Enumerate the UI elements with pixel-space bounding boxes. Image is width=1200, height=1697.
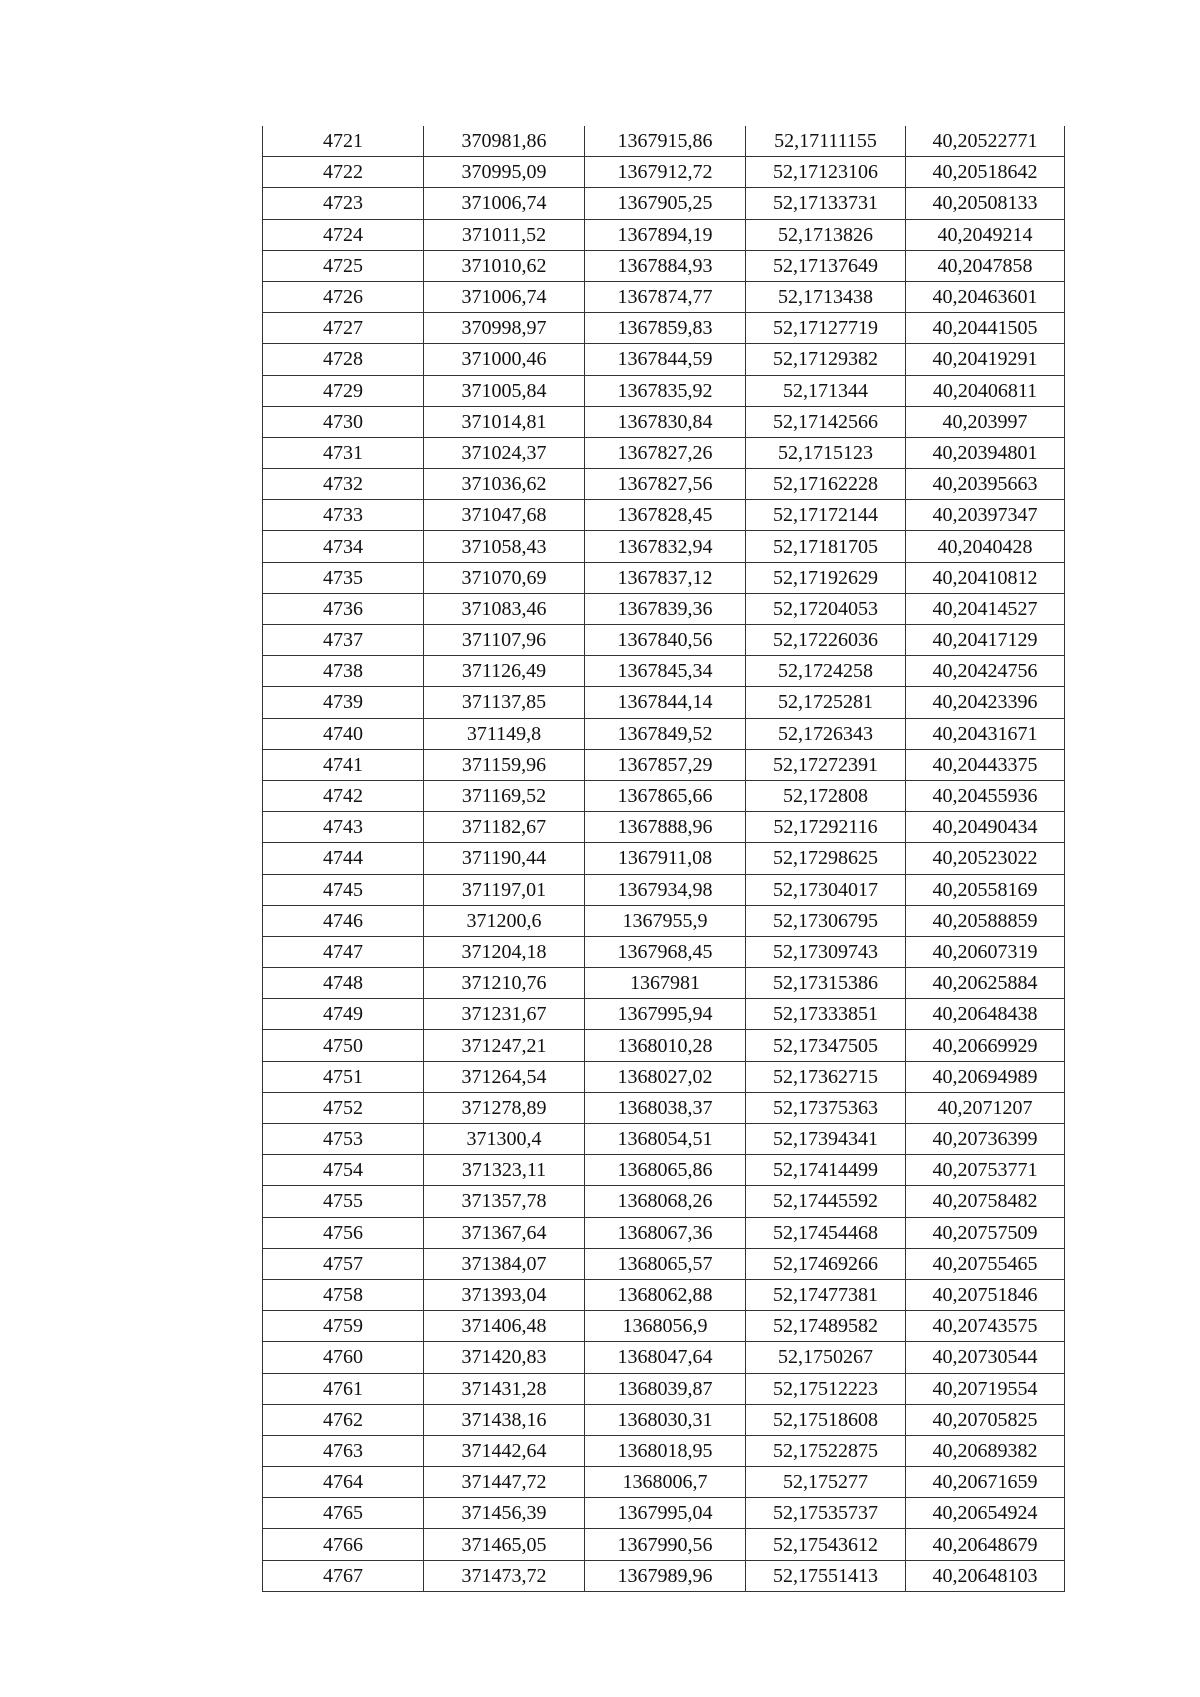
- point-number-cell: 4742: [263, 780, 424, 811]
- point-number-cell: 4723: [263, 188, 424, 219]
- y-coordinate-cell: 1367915,86: [585, 126, 746, 157]
- x-coordinate-cell: 371357,78: [424, 1186, 585, 1217]
- table-row: [263, 126, 1065, 157]
- x-coordinate-cell: 371137,85: [424, 687, 585, 718]
- table-row: [263, 968, 1065, 999]
- latitude-cell: 52,17315386: [746, 968, 906, 999]
- latitude-cell: 52,17111155: [746, 126, 906, 157]
- table-row: [263, 1092, 1065, 1123]
- longitude-cell: 40,20757509: [906, 1217, 1065, 1248]
- point-number-cell: 4731: [263, 437, 424, 468]
- table-row: [263, 531, 1065, 562]
- x-coordinate-cell: 371406,48: [424, 1311, 585, 1342]
- latitude-cell: 52,17375363: [746, 1092, 906, 1123]
- latitude-cell: 52,17543612: [746, 1529, 906, 1560]
- x-coordinate-cell: 371006,74: [424, 281, 585, 312]
- y-coordinate-cell: 1368027,02: [585, 1061, 746, 1092]
- point-number-cell: 4763: [263, 1435, 424, 1466]
- table-row: [263, 250, 1065, 281]
- x-coordinate-cell: 371200,6: [424, 905, 585, 936]
- table-row: [263, 375, 1065, 406]
- x-coordinate-cell: 370998,97: [424, 313, 585, 344]
- table-row: [263, 905, 1065, 936]
- point-number-cell: 4754: [263, 1155, 424, 1186]
- latitude-cell: 52,17192629: [746, 562, 906, 593]
- y-coordinate-cell: 1367827,26: [585, 437, 746, 468]
- table-row: [263, 313, 1065, 344]
- table-row: [263, 1373, 1065, 1404]
- point-number-cell: 4728: [263, 344, 424, 375]
- table-row: [263, 469, 1065, 500]
- latitude-cell: 52,175277: [746, 1467, 906, 1498]
- point-number-cell: 4755: [263, 1186, 424, 1217]
- point-number-cell: 4726: [263, 281, 424, 312]
- point-number-cell: 4732: [263, 469, 424, 500]
- y-coordinate-cell: 1368068,26: [585, 1186, 746, 1217]
- y-coordinate-cell: 1367995,94: [585, 999, 746, 1030]
- longitude-cell: 40,20455936: [906, 780, 1065, 811]
- latitude-cell: 52,17551413: [746, 1560, 906, 1591]
- x-coordinate-cell: 371393,04: [424, 1279, 585, 1310]
- y-coordinate-cell: 1368047,64: [585, 1342, 746, 1373]
- longitude-cell: 40,20441505: [906, 313, 1065, 344]
- table-row: [263, 687, 1065, 718]
- longitude-cell: 40,20394801: [906, 437, 1065, 468]
- table-row: [263, 625, 1065, 656]
- longitude-cell: 40,20736399: [906, 1124, 1065, 1155]
- y-coordinate-cell: 1367995,04: [585, 1498, 746, 1529]
- point-number-cell: 4761: [263, 1373, 424, 1404]
- point-number-cell: 4766: [263, 1529, 424, 1560]
- latitude-cell: 52,17298625: [746, 843, 906, 874]
- latitude-cell: 52,17181705: [746, 531, 906, 562]
- table-row: [263, 656, 1065, 687]
- longitude-cell: 40,20443375: [906, 749, 1065, 780]
- point-number-cell: 4745: [263, 874, 424, 905]
- latitude-cell: 52,17129382: [746, 344, 906, 375]
- latitude-cell: 52,17535737: [746, 1498, 906, 1529]
- x-coordinate-cell: 371210,76: [424, 968, 585, 999]
- point-number-cell: 4756: [263, 1217, 424, 1248]
- table-row: [263, 1435, 1065, 1466]
- table-row: [263, 780, 1065, 811]
- latitude-cell: 52,17518608: [746, 1404, 906, 1435]
- latitude-cell: 52,17172144: [746, 500, 906, 531]
- table-row: [263, 1030, 1065, 1061]
- point-number-cell: 4733: [263, 500, 424, 531]
- longitude-cell: 40,20671659: [906, 1467, 1065, 1498]
- table-row: [263, 1311, 1065, 1342]
- y-coordinate-cell: 1367989,96: [585, 1560, 746, 1591]
- point-number-cell: 4749: [263, 999, 424, 1030]
- y-coordinate-cell: 1367865,66: [585, 780, 746, 811]
- point-number-cell: 4741: [263, 749, 424, 780]
- x-coordinate-cell: 371107,96: [424, 625, 585, 656]
- y-coordinate-cell: 1367828,45: [585, 500, 746, 531]
- y-coordinate-cell: 1367839,36: [585, 593, 746, 624]
- longitude-cell: 40,20490434: [906, 812, 1065, 843]
- x-coordinate-cell: 371420,83: [424, 1342, 585, 1373]
- longitude-cell: 40,20424756: [906, 656, 1065, 687]
- table-row: [263, 1248, 1065, 1279]
- longitude-cell: 40,20522771: [906, 126, 1065, 157]
- latitude-cell: 52,17477381: [746, 1279, 906, 1310]
- x-coordinate-cell: 371367,64: [424, 1217, 585, 1248]
- point-number-cell: 4724: [263, 219, 424, 250]
- point-number-cell: 4725: [263, 250, 424, 281]
- point-number-cell: 4753: [263, 1124, 424, 1155]
- point-number-cell: 4729: [263, 375, 424, 406]
- table-row: [263, 500, 1065, 531]
- y-coordinate-cell: 1367849,52: [585, 718, 746, 749]
- x-coordinate-cell: 371014,81: [424, 406, 585, 437]
- x-coordinate-cell: 371231,67: [424, 999, 585, 1030]
- longitude-cell: 40,20694989: [906, 1061, 1065, 1092]
- latitude-cell: 52,17489582: [746, 1311, 906, 1342]
- x-coordinate-cell: 371058,43: [424, 531, 585, 562]
- point-number-cell: 4758: [263, 1279, 424, 1310]
- table-row: [263, 936, 1065, 967]
- latitude-cell: 52,17306795: [746, 905, 906, 936]
- table-row: [263, 1061, 1065, 1092]
- point-number-cell: 4750: [263, 1030, 424, 1061]
- table-row: [263, 157, 1065, 188]
- x-coordinate-cell: 371323,11: [424, 1155, 585, 1186]
- x-coordinate-cell: 370995,09: [424, 157, 585, 188]
- point-number-cell: 4722: [263, 157, 424, 188]
- table-row: [263, 1279, 1065, 1310]
- latitude-cell: 52,17469266: [746, 1248, 906, 1279]
- x-coordinate-cell: 371010,62: [424, 250, 585, 281]
- table-row: [263, 999, 1065, 1030]
- latitude-cell: 52,17333851: [746, 999, 906, 1030]
- x-coordinate-cell: 371182,67: [424, 812, 585, 843]
- y-coordinate-cell: 1367981: [585, 968, 746, 999]
- longitude-cell: 40,20689382: [906, 1435, 1065, 1466]
- latitude-cell: 52,171344: [746, 375, 906, 406]
- x-coordinate-cell: 371442,64: [424, 1435, 585, 1466]
- point-number-cell: 4743: [263, 812, 424, 843]
- longitude-cell: 40,20607319: [906, 936, 1065, 967]
- x-coordinate-cell: 371190,44: [424, 843, 585, 874]
- table-row: [263, 188, 1065, 219]
- table-row: [263, 1342, 1065, 1373]
- latitude-cell: 52,17162228: [746, 469, 906, 500]
- x-coordinate-cell: 371006,74: [424, 188, 585, 219]
- table-row: [263, 1404, 1065, 1435]
- y-coordinate-cell: 1367837,12: [585, 562, 746, 593]
- longitude-cell: 40,20648438: [906, 999, 1065, 1030]
- y-coordinate-cell: 1367990,56: [585, 1529, 746, 1560]
- table-row: [263, 281, 1065, 312]
- latitude-cell: 52,17414499: [746, 1155, 906, 1186]
- x-coordinate-cell: 371384,07: [424, 1248, 585, 1279]
- point-number-cell: 4759: [263, 1311, 424, 1342]
- x-coordinate-cell: 371264,54: [424, 1061, 585, 1092]
- longitude-cell: 40,20743575: [906, 1311, 1065, 1342]
- x-coordinate-cell: 371197,01: [424, 874, 585, 905]
- table-row: [263, 749, 1065, 780]
- point-number-cell: 4739: [263, 687, 424, 718]
- y-coordinate-cell: 1368010,28: [585, 1030, 746, 1061]
- x-coordinate-cell: 371465,05: [424, 1529, 585, 1560]
- longitude-cell: 40,20523022: [906, 843, 1065, 874]
- y-coordinate-cell: 1368062,88: [585, 1279, 746, 1310]
- y-coordinate-cell: 1368018,95: [585, 1435, 746, 1466]
- point-number-cell: 4765: [263, 1498, 424, 1529]
- point-number-cell: 4764: [263, 1467, 424, 1498]
- point-number-cell: 4738: [263, 656, 424, 687]
- y-coordinate-cell: 1367894,19: [585, 219, 746, 250]
- x-coordinate-cell: 371447,72: [424, 1467, 585, 1498]
- latitude-cell: 52,17512223: [746, 1373, 906, 1404]
- y-coordinate-cell: 1367884,93: [585, 250, 746, 281]
- y-coordinate-cell: 1367845,34: [585, 656, 746, 687]
- y-coordinate-cell: 1367912,72: [585, 157, 746, 188]
- longitude-cell: 40,2049214: [906, 219, 1065, 250]
- table-row: [263, 1498, 1065, 1529]
- table-row: [263, 1560, 1065, 1591]
- longitude-cell: 40,20669929: [906, 1030, 1065, 1061]
- point-number-cell: 4751: [263, 1061, 424, 1092]
- y-coordinate-cell: 1367830,84: [585, 406, 746, 437]
- x-coordinate-cell: 371126,49: [424, 656, 585, 687]
- x-coordinate-cell: 371000,46: [424, 344, 585, 375]
- table-row: [263, 1186, 1065, 1217]
- latitude-cell: 52,17133731: [746, 188, 906, 219]
- x-coordinate-cell: 371047,68: [424, 500, 585, 531]
- point-number-cell: 4748: [263, 968, 424, 999]
- table-row: [263, 406, 1065, 437]
- y-coordinate-cell: 1368038,37: [585, 1092, 746, 1123]
- longitude-cell: 40,20648103: [906, 1560, 1065, 1591]
- latitude-cell: 52,172808: [746, 780, 906, 811]
- y-coordinate-cell: 1368065,86: [585, 1155, 746, 1186]
- point-number-cell: 4736: [263, 593, 424, 624]
- point-number-cell: 4747: [263, 936, 424, 967]
- latitude-cell: 52,1713826: [746, 219, 906, 250]
- latitude-cell: 52,17394341: [746, 1124, 906, 1155]
- longitude-cell: 40,2071207: [906, 1092, 1065, 1123]
- y-coordinate-cell: 1367832,94: [585, 531, 746, 562]
- longitude-cell: 40,20423396: [906, 687, 1065, 718]
- table-row: [263, 593, 1065, 624]
- x-coordinate-cell: 371083,46: [424, 593, 585, 624]
- longitude-cell: 40,20518642: [906, 157, 1065, 188]
- latitude-cell: 52,17292116: [746, 812, 906, 843]
- latitude-cell: 52,1724258: [746, 656, 906, 687]
- y-coordinate-cell: 1368065,57: [585, 1248, 746, 1279]
- y-coordinate-cell: 1367888,96: [585, 812, 746, 843]
- y-coordinate-cell: 1367955,9: [585, 905, 746, 936]
- y-coordinate-cell: 1367874,77: [585, 281, 746, 312]
- table-row: [263, 718, 1065, 749]
- table-row: [263, 1155, 1065, 1186]
- latitude-cell: 52,1713438: [746, 281, 906, 312]
- x-coordinate-cell: 371247,21: [424, 1030, 585, 1061]
- longitude-cell: 40,20558169: [906, 874, 1065, 905]
- y-coordinate-cell: 1368006,7: [585, 1467, 746, 1498]
- longitude-cell: 40,2047858: [906, 250, 1065, 281]
- y-coordinate-cell: 1367911,08: [585, 843, 746, 874]
- point-number-cell: 4730: [263, 406, 424, 437]
- longitude-cell: 40,20730544: [906, 1342, 1065, 1373]
- longitude-cell: 40,20625884: [906, 968, 1065, 999]
- y-coordinate-cell: 1367844,14: [585, 687, 746, 718]
- latitude-cell: 52,17123106: [746, 157, 906, 188]
- y-coordinate-cell: 1367827,56: [585, 469, 746, 500]
- latitude-cell: 52,17137649: [746, 250, 906, 281]
- table-row: [263, 562, 1065, 593]
- point-number-cell: 4740: [263, 718, 424, 749]
- x-coordinate-cell: 371456,39: [424, 1498, 585, 1529]
- x-coordinate-cell: 371005,84: [424, 375, 585, 406]
- longitude-cell: 40,20410812: [906, 562, 1065, 593]
- longitude-cell: 40,20431671: [906, 718, 1065, 749]
- y-coordinate-cell: 1368067,36: [585, 1217, 746, 1248]
- y-coordinate-cell: 1367968,45: [585, 936, 746, 967]
- latitude-cell: 52,17347505: [746, 1030, 906, 1061]
- longitude-cell: 40,20758482: [906, 1186, 1065, 1217]
- latitude-cell: 52,1726343: [746, 718, 906, 749]
- y-coordinate-cell: 1367835,92: [585, 375, 746, 406]
- table-row: [263, 1124, 1065, 1155]
- longitude-cell: 40,20753771: [906, 1155, 1065, 1186]
- latitude-cell: 52,17304017: [746, 874, 906, 905]
- table-row: [263, 1467, 1065, 1498]
- point-number-cell: 4760: [263, 1342, 424, 1373]
- point-number-cell: 4757: [263, 1248, 424, 1279]
- y-coordinate-cell: 1367934,98: [585, 874, 746, 905]
- y-coordinate-cell: 1367859,83: [585, 313, 746, 344]
- longitude-cell: 40,20395663: [906, 469, 1065, 500]
- latitude-cell: 52,17226036: [746, 625, 906, 656]
- x-coordinate-cell: 371169,52: [424, 780, 585, 811]
- x-coordinate-cell: 371438,16: [424, 1404, 585, 1435]
- latitude-cell: 52,1750267: [746, 1342, 906, 1373]
- latitude-cell: 52,17127719: [746, 313, 906, 344]
- x-coordinate-cell: 371159,96: [424, 749, 585, 780]
- coordinates-table: [262, 126, 1065, 1592]
- table-row: [263, 874, 1065, 905]
- longitude-cell: 40,2040428: [906, 531, 1065, 562]
- latitude-cell: 52,17445592: [746, 1186, 906, 1217]
- longitude-cell: 40,20755465: [906, 1248, 1065, 1279]
- point-number-cell: 4734: [263, 531, 424, 562]
- point-number-cell: 4721: [263, 126, 424, 157]
- longitude-cell: 40,20705825: [906, 1404, 1065, 1435]
- y-coordinate-cell: 1367840,56: [585, 625, 746, 656]
- y-coordinate-cell: 1367857,29: [585, 749, 746, 780]
- table-row: [263, 219, 1065, 250]
- y-coordinate-cell: 1368030,31: [585, 1404, 746, 1435]
- longitude-cell: 40,20397347: [906, 500, 1065, 531]
- y-coordinate-cell: 1368054,51: [585, 1124, 746, 1155]
- y-coordinate-cell: 1367844,59: [585, 344, 746, 375]
- latitude-cell: 52,17204053: [746, 593, 906, 624]
- x-coordinate-cell: 371278,89: [424, 1092, 585, 1123]
- y-coordinate-cell: 1368039,87: [585, 1373, 746, 1404]
- point-number-cell: 4746: [263, 905, 424, 936]
- x-coordinate-cell: 371036,62: [424, 469, 585, 500]
- point-number-cell: 4737: [263, 625, 424, 656]
- longitude-cell: 40,20719554: [906, 1373, 1065, 1404]
- longitude-cell: 40,20417129: [906, 625, 1065, 656]
- longitude-cell: 40,20406811: [906, 375, 1065, 406]
- x-coordinate-cell: 371300,4: [424, 1124, 585, 1155]
- longitude-cell: 40,203997: [906, 406, 1065, 437]
- y-coordinate-cell: 1368056,9: [585, 1311, 746, 1342]
- latitude-cell: 52,1715123: [746, 437, 906, 468]
- point-number-cell: 4767: [263, 1560, 424, 1591]
- table-row: [263, 843, 1065, 874]
- point-number-cell: 4752: [263, 1092, 424, 1123]
- x-coordinate-cell: 371204,18: [424, 936, 585, 967]
- table-row: [263, 1217, 1065, 1248]
- latitude-cell: 52,17362715: [746, 1061, 906, 1092]
- x-coordinate-cell: 371473,72: [424, 1560, 585, 1591]
- latitude-cell: 52,17309743: [746, 936, 906, 967]
- latitude-cell: 52,17272391: [746, 749, 906, 780]
- x-coordinate-cell: 370981,86: [424, 126, 585, 157]
- x-coordinate-cell: 371070,69: [424, 562, 585, 593]
- point-number-cell: 4735: [263, 562, 424, 593]
- table-row: [263, 344, 1065, 375]
- longitude-cell: 40,20508133: [906, 188, 1065, 219]
- point-number-cell: 4744: [263, 843, 424, 874]
- coordinates-table-body: [263, 126, 1065, 1591]
- latitude-cell: 52,17522875: [746, 1435, 906, 1466]
- y-coordinate-cell: 1367905,25: [585, 188, 746, 219]
- x-coordinate-cell: 371011,52: [424, 219, 585, 250]
- table-row: [263, 1529, 1065, 1560]
- longitude-cell: 40,20654924: [906, 1498, 1065, 1529]
- x-coordinate-cell: 371149,8: [424, 718, 585, 749]
- longitude-cell: 40,20751846: [906, 1279, 1065, 1310]
- x-coordinate-cell: 371024,37: [424, 437, 585, 468]
- latitude-cell: 52,17454468: [746, 1217, 906, 1248]
- table-row: [263, 437, 1065, 468]
- point-number-cell: 4762: [263, 1404, 424, 1435]
- latitude-cell: 52,17142566: [746, 406, 906, 437]
- table-row: [263, 812, 1065, 843]
- point-number-cell: 4727: [263, 313, 424, 344]
- longitude-cell: 40,20463601: [906, 281, 1065, 312]
- latitude-cell: 52,1725281: [746, 687, 906, 718]
- longitude-cell: 40,20648679: [906, 1529, 1065, 1560]
- longitude-cell: 40,20419291: [906, 344, 1065, 375]
- longitude-cell: 40,20588859: [906, 905, 1065, 936]
- longitude-cell: 40,20414527: [906, 593, 1065, 624]
- x-coordinate-cell: 371431,28: [424, 1373, 585, 1404]
